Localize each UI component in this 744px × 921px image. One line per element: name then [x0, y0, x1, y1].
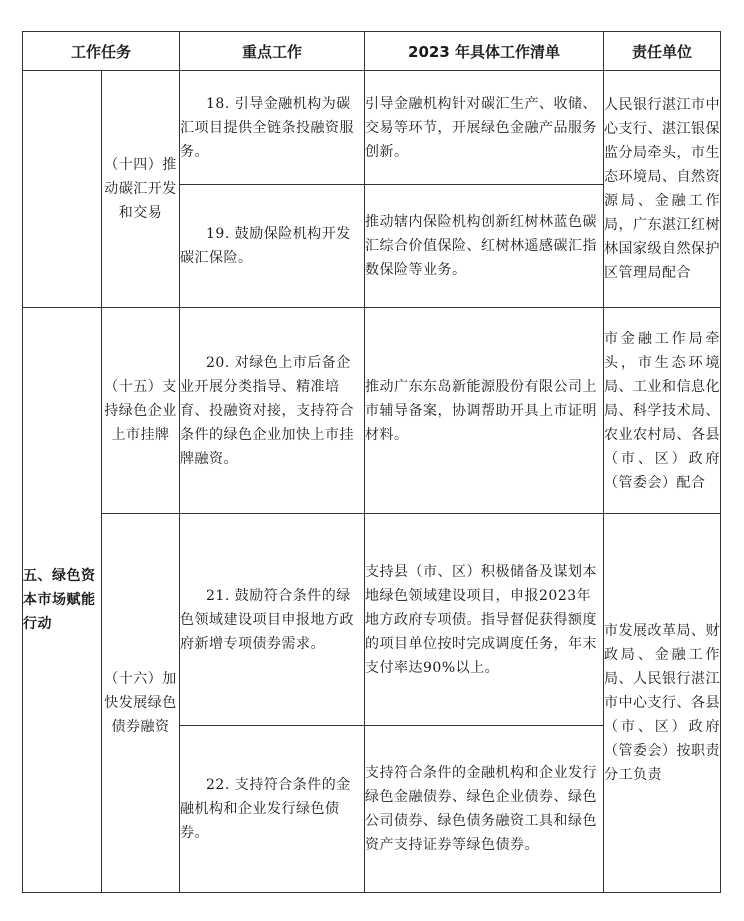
item-number: 22. — [206, 777, 230, 793]
responsible-cell: 市金融工作局牵头，市生态环境局、工业和信息化局、科学技术局、农业农村局、各县（市、区）政府（管委会）配合 — [604, 308, 721, 514]
goal-cell: 五、绿色资本市场赋能行动 — [23, 308, 102, 893]
table-row — [23, 71, 721, 185]
key-work-text: 鼓励符合条件的绿色领域建设项目申报地方政府新增专项债券需求。 — [180, 587, 355, 652]
header-2023-list: 2023 年具体工作清单 — [365, 32, 604, 71]
responsible-cell: 市发展改革局、财政局、金融工作局、人民银行湛江市中心支行、各县（市、区）政府（管委会）按职责分工负责 — [604, 514, 721, 893]
goal-cell-empty — [23, 71, 102, 308]
key-work-cell — [180, 185, 365, 308]
key-work-cell — [180, 726, 365, 893]
item-number: 19. — [206, 226, 230, 242]
item-number: 20. — [206, 354, 230, 371]
responsible-cell: 人民银行湛江市中心支行、湛江银保监分局牵头，市生态环境局、自然资源局、金融工作局，广东湛江红树林国家级自然保护区管理局配合 — [604, 71, 721, 308]
item-number: 18. — [206, 95, 230, 112]
work-list-cell: 引导金融机构针对碳汇生产、收储、交易等环节，开展绿色金融产品服务创新。 — [365, 71, 604, 185]
work-list-cell: 支持符合条件的金融机构和企业发行绿色金融债券、绿色企业债券、绿色公司债券、绿色债务融资工具和绿色资产支持证券等绿色债券。 — [365, 726, 604, 893]
subtask-cell: （十四）推动碳汇开发和交易 — [102, 71, 180, 308]
subtask-cell: （十六）加快发展绿色债券融资 — [102, 514, 180, 893]
work-list-cell: 支持县（市、区）积极储备及谋划本地绿色领域建设项目，申报2023年地方政府专项债。指导督促获得额度的项目单位按时完成调度任务，年末支付率达90%以上。 — [365, 514, 604, 726]
work-list-cell: 推动辖内保险机构创新红树林蓝色碳汇综合价值保险、红树林遥感碳汇指数保险等业务。 — [365, 185, 604, 308]
key-work-text: 鼓励保险机构开发碳汇保险。 — [180, 226, 351, 266]
item-number: 21. — [206, 587, 230, 604]
header-key-work: 重点工作 — [180, 32, 365, 71]
work-task-table — [22, 31, 721, 893]
table-row — [23, 308, 721, 514]
work-list-cell: 推动广东东岛新能源股份有限公司上市辅导备案，协调帮助开具上市证明材料。 — [365, 308, 604, 514]
key-work-cell — [180, 514, 365, 726]
key-work-text: 支持符合条件的金融机构和企业发行绿色债券。 — [180, 777, 351, 841]
subtask-cell: （十五）支持绿色企业上市挂牌 — [102, 308, 180, 514]
header-responsible-unit: 责任单位 — [604, 32, 721, 71]
key-work-cell — [180, 308, 365, 514]
header-row — [23, 32, 721, 71]
key-work-text: 引导金融机构为碳汇项目提供全链条投融资服务。 — [180, 95, 355, 160]
table-row — [23, 514, 721, 726]
key-work-cell — [180, 71, 365, 185]
header-work-task: 工作任务 — [23, 32, 180, 71]
key-work-text: 对绿色上市后备企业开展分类指导、精准培育、投融资对接，支持符合条件的绿色企业加快上市挂牌融资。 — [180, 354, 355, 467]
